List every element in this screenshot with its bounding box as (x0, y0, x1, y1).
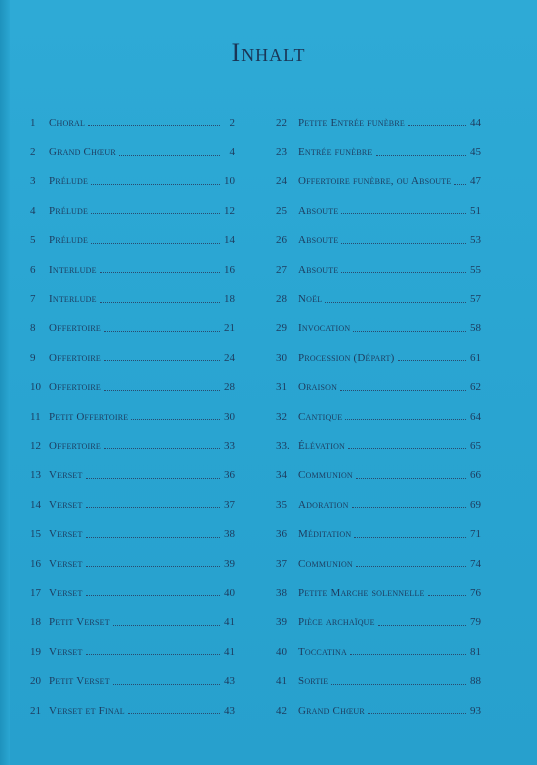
toc-entry (30, 402, 235, 431)
toc-entry-title: Communion (298, 469, 353, 482)
toc-entry-title: Élévation (298, 439, 346, 452)
dot-leader (378, 625, 466, 626)
toc-entry-title: Petit Offertoire (49, 410, 129, 423)
dot-leader (454, 184, 466, 185)
toc-entry (30, 196, 235, 225)
toc-entry (276, 402, 481, 431)
dot-leader (356, 566, 466, 567)
toc-entry-number: 36 (276, 528, 287, 541)
toc-entry-number: 31 (276, 381, 287, 394)
toc-entry-page: 71 (470, 528, 481, 541)
dot-leader (353, 331, 466, 332)
toc-entry-number: 12 (30, 439, 41, 452)
toc-entry-title: Offertoire (49, 381, 101, 394)
toc-entry-page: 76 (470, 586, 481, 599)
toc-entry-title: Choral (49, 116, 86, 129)
toc-entry (30, 108, 235, 137)
dot-leader (104, 448, 220, 449)
toc-entry-number: 9 (30, 351, 36, 364)
toc-entry-number: 26 (276, 234, 287, 247)
dot-leader (86, 537, 220, 538)
dot-leader (341, 272, 466, 273)
toc-entry (276, 608, 481, 637)
toc-entry-number: 23 (276, 146, 287, 159)
toc-entry-title: Offertoire (49, 322, 101, 335)
toc-column-right (276, 108, 481, 725)
toc-entry-page: 41 (224, 616, 235, 629)
toc-entry-page: 41 (224, 645, 235, 658)
toc-entry-number: 16 (30, 557, 41, 570)
toc-entry-title: Oraison (298, 381, 338, 394)
toc-entry-number: 1 (30, 116, 36, 129)
toc-entry-number: 14 (30, 498, 41, 511)
toc-entry (276, 549, 481, 578)
toc-entry-number: 20 (30, 675, 41, 688)
toc-entry-page: 47 (470, 175, 481, 188)
dot-leader (86, 507, 220, 508)
dot-leader (428, 595, 466, 596)
toc-entry-title: Verset (49, 498, 83, 511)
toc-entry-title: Petit Verset (49, 675, 110, 688)
dot-leader (128, 713, 220, 714)
toc-entry-title: Interlude (49, 293, 97, 306)
toc-entry-page: 55 (470, 263, 481, 276)
toc-entry-title: Absoute (298, 263, 339, 276)
dot-leader (119, 155, 220, 156)
toc-entry-title: Procession (Départ) (298, 351, 395, 364)
dot-leader (376, 155, 467, 156)
toc-entry-number: 29 (276, 322, 287, 335)
toc-entry-page: 30 (224, 410, 235, 423)
toc-entry-page: 81 (470, 645, 481, 658)
toc-entry (276, 108, 481, 137)
toc-entry-title: Noël (298, 293, 323, 306)
toc-entry-number: 4 (30, 204, 36, 217)
toc-entry-title: Petit Verset (49, 616, 110, 629)
toc-entry (276, 578, 481, 607)
toc-entry-number: 8 (30, 322, 36, 335)
toc-entry-number: 33. (276, 439, 290, 452)
toc-entry-number: 19 (30, 645, 41, 658)
dot-leader (350, 654, 466, 655)
toc-entry-page: 33 (224, 439, 235, 452)
toc-entry-title: Prélude (49, 175, 89, 188)
toc-entry-number: 11 (30, 410, 41, 423)
dot-leader (345, 419, 466, 420)
dot-leader (408, 125, 466, 126)
toc-entry (30, 519, 235, 548)
toc-entry (30, 373, 235, 402)
toc-entry-page: 57 (470, 293, 481, 306)
toc-entry-title: Prélude (49, 204, 89, 217)
toc-entry-title: Offertoire funèbre, ou Absoute (298, 175, 452, 188)
toc-entry (30, 137, 235, 166)
dot-leader (340, 390, 466, 391)
dot-leader (100, 302, 220, 303)
toc-entry (276, 373, 481, 402)
toc-entry-page: 24 (224, 351, 235, 364)
toc-entry-title: Verset (49, 528, 83, 541)
toc-entry-page: 18 (224, 293, 235, 306)
dot-leader (368, 713, 466, 714)
dot-leader (113, 625, 220, 626)
toc-entry-page: 36 (224, 469, 235, 482)
dot-leader (331, 684, 466, 685)
toc-entry-title: Pièce archaïque (298, 616, 375, 629)
toc-entry-number: 25 (276, 204, 287, 217)
dot-leader (100, 272, 220, 273)
toc-entry-title: Sortie (298, 675, 329, 688)
toc-entry-page: 51 (470, 204, 481, 217)
dot-leader (131, 419, 220, 420)
toc-entry-page: 79 (470, 616, 481, 629)
toc-entry-title: Prélude (49, 234, 89, 247)
toc-entry-page: 88 (470, 675, 481, 688)
toc-entry-page: 93 (470, 704, 481, 717)
toc-entry-number: 5 (30, 234, 36, 247)
toc-entry (30, 549, 235, 578)
dot-leader (91, 184, 220, 185)
toc-entry-number: 35 (276, 498, 287, 511)
toc-entry-title: Petite Entrée funèbre (298, 116, 405, 129)
toc-entry (276, 284, 481, 313)
dot-leader (86, 566, 220, 567)
toc-entry-page: 39 (224, 557, 235, 570)
dot-leader (354, 537, 466, 538)
page-title: Inhalt (231, 38, 306, 67)
toc-entry-number: 13 (30, 469, 41, 482)
toc-entry-page: 61 (470, 351, 481, 364)
toc-entry (276, 519, 481, 548)
toc-entry-page: 44 (470, 116, 481, 129)
toc-entry-page: 10 (224, 175, 235, 188)
toc-entry (276, 461, 481, 490)
toc-entry-page: 37 (224, 498, 235, 511)
dot-leader (91, 243, 220, 244)
dot-leader (104, 390, 220, 391)
dot-leader (352, 507, 466, 508)
toc-entry-page: 28 (224, 381, 235, 394)
toc-entry-number: 30 (276, 351, 287, 364)
toc-entry-title: Grand Chœur (49, 146, 116, 159)
toc-entry (276, 343, 481, 372)
toc-entry (276, 137, 481, 166)
toc-entry (30, 284, 235, 313)
dot-leader (91, 213, 220, 214)
toc-entry-number: 27 (276, 263, 287, 276)
dot-leader (113, 684, 220, 685)
toc-entry-page: 74 (470, 557, 481, 570)
toc-entry-page: 64 (470, 410, 481, 423)
dot-leader (86, 478, 220, 479)
toc-entry (30, 255, 235, 284)
toc-entry (276, 226, 481, 255)
toc-entry-page: 58 (470, 322, 481, 335)
toc-entry-title: Interlude (49, 263, 97, 276)
toc-entry (276, 167, 481, 196)
toc-entry-number: 7 (30, 293, 36, 306)
toc-entry-title: Adoration (298, 498, 349, 511)
dot-leader (104, 360, 220, 361)
toc-entry-number: 17 (30, 586, 41, 599)
dot-leader (104, 331, 220, 332)
toc-entry-title: Communion (298, 557, 353, 570)
toc-entry-number: 39 (276, 616, 287, 629)
toc-entry-title: Absoute (298, 204, 339, 217)
toc-column-left (30, 108, 235, 725)
toc-entry-title: Invocation (298, 322, 351, 335)
toc-entry (30, 666, 235, 695)
toc-entry-number: 32 (276, 410, 287, 423)
dot-leader (341, 213, 466, 214)
toc-entry-number: 2 (30, 146, 36, 159)
toc-entry-page: 65 (470, 439, 481, 452)
toc-entry (276, 666, 481, 695)
toc-entry (30, 461, 235, 490)
dot-leader (86, 654, 220, 655)
toc-entry (30, 696, 235, 725)
toc-entry-number: 18 (30, 616, 41, 629)
toc-entry-page: 21 (224, 322, 235, 335)
toc-entry (276, 255, 481, 284)
toc-entry (30, 637, 235, 666)
toc-entry-number: 21 (30, 704, 41, 717)
toc-entry-title: Offertoire (49, 351, 101, 364)
toc-entry (30, 578, 235, 607)
toc-entry-number: 37 (276, 557, 287, 570)
toc-entry-page: 43 (224, 704, 235, 717)
toc-entry-page: 16 (224, 263, 235, 276)
toc-entry-page: 69 (470, 498, 481, 511)
toc-entry (276, 637, 481, 666)
toc-entry (30, 431, 235, 460)
toc-entry-page: 2 (229, 116, 235, 129)
toc-entry (30, 343, 235, 372)
toc-entry-title: Absoute (298, 234, 339, 247)
dot-leader (398, 360, 466, 361)
toc-entry-number: 6 (30, 263, 36, 276)
toc-entry-title: Méditation (298, 528, 352, 541)
toc-entry-page: 45 (470, 146, 481, 159)
toc-entry-page: 38 (224, 528, 235, 541)
toc-entry-title: Verset (49, 557, 83, 570)
toc-entry-number: 40 (276, 645, 287, 658)
toc-entry (30, 314, 235, 343)
toc-entry-title: Toccatina (298, 645, 347, 658)
page-edge-shadow (0, 0, 10, 765)
toc-entry (30, 167, 235, 196)
toc-entry-number: 34 (276, 469, 287, 482)
toc-entry (276, 431, 481, 460)
toc-entry-page: 4 (229, 146, 235, 159)
dot-leader (325, 302, 466, 303)
toc-entry-number: 10 (30, 381, 41, 394)
toc-entry-title: Verset et Final (49, 704, 125, 717)
toc-entry (30, 226, 235, 255)
toc-entry-number: 41 (276, 675, 287, 688)
toc-entry (276, 490, 481, 519)
toc-entry-title: Cantique (298, 410, 343, 423)
toc-entry-title: Petite Marche solennelle (298, 586, 425, 599)
toc-entry (276, 196, 481, 225)
toc-entry-title: Verset (49, 586, 83, 599)
toc-entry-page: 66 (470, 469, 481, 482)
toc-entry-page: 12 (224, 204, 235, 217)
dot-leader (341, 243, 466, 244)
toc-entry-number: 24 (276, 175, 287, 188)
toc-entry-title: Entrée funèbre (298, 146, 373, 159)
toc-entry-title: Verset (49, 469, 83, 482)
toc-entry-number: 15 (30, 528, 41, 541)
dot-leader (356, 478, 466, 479)
toc-entry (30, 608, 235, 637)
toc-entry (30, 490, 235, 519)
toc-entry-page: 53 (470, 234, 481, 247)
dot-leader (88, 125, 220, 126)
toc-entry-page: 40 (224, 586, 235, 599)
toc-entry-title: Verset (49, 645, 83, 658)
dot-leader (348, 448, 466, 449)
toc-entry-number: 42 (276, 704, 287, 717)
toc-entry-page: 62 (470, 381, 481, 394)
dot-leader (86, 595, 220, 596)
toc-entry-number: 22 (276, 116, 287, 129)
toc-entry-title: Grand Chœur (298, 704, 365, 717)
toc-entry-number: 28 (276, 293, 287, 306)
toc-entry-number: 38 (276, 586, 287, 599)
toc-entry (276, 314, 481, 343)
toc-entry-page: 14 (224, 234, 235, 247)
toc-entry-number: 3 (30, 175, 36, 188)
toc-entry-page: 43 (224, 675, 235, 688)
toc-entry-title: Offertoire (49, 439, 101, 452)
toc-entry (276, 696, 481, 725)
